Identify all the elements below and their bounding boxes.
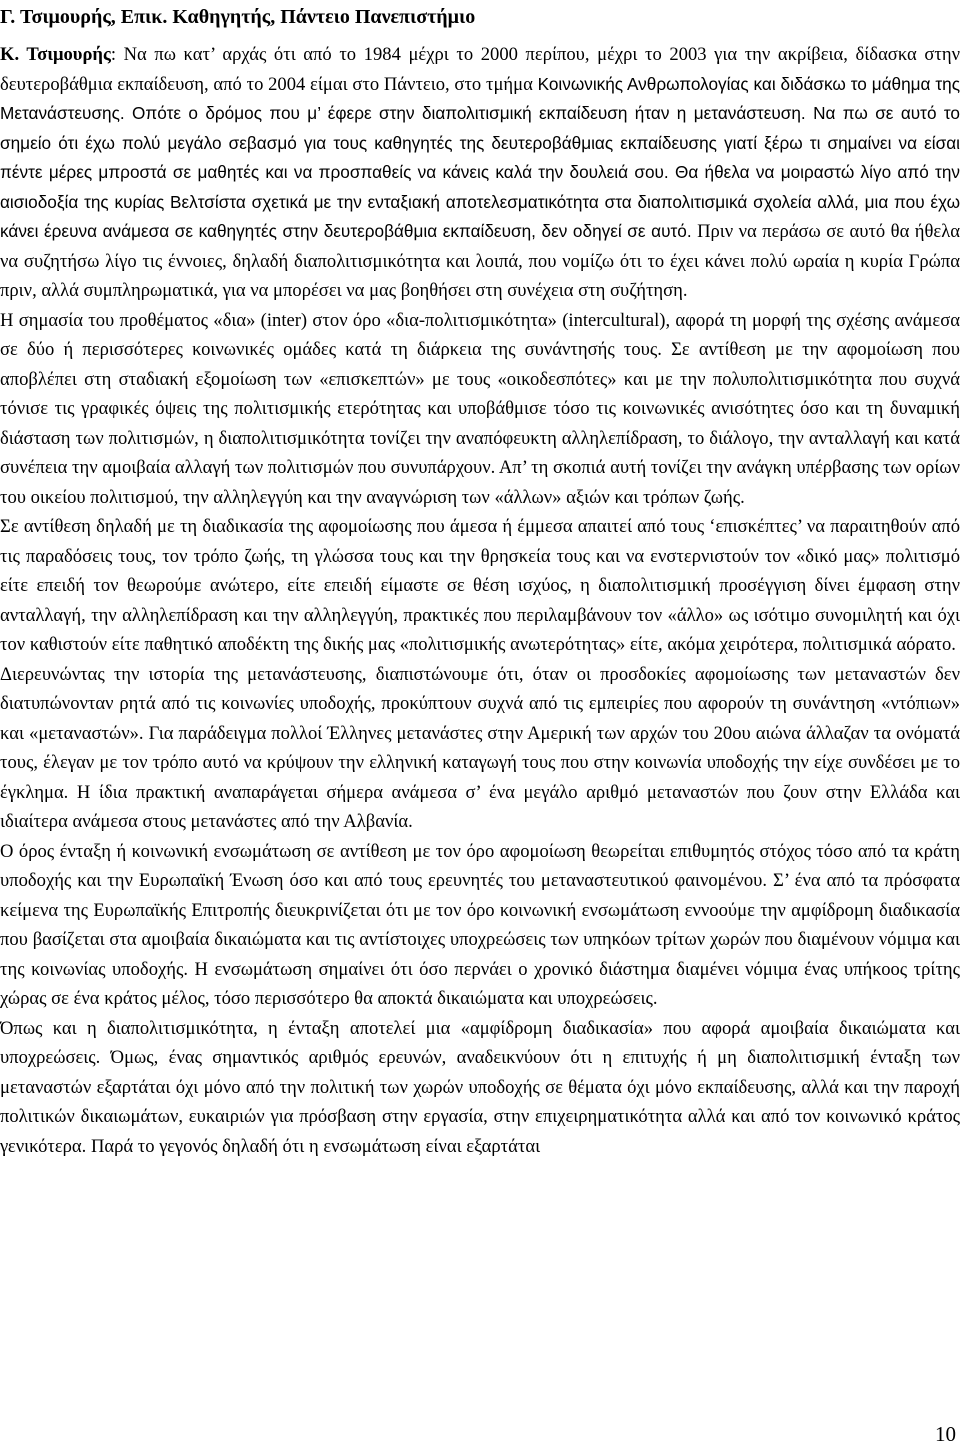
document-body (0, 40, 960, 1161)
paragraph-2: Η σημασία του προθέματος «δια» (inter) στον όρο «δια-πολιτισμικότητα» (intercultural), αφορά τη μορφή της σχέσης ανάμεσα σε δύο ή περισσότερες κοινωνικές ομάδες κατά τη διάρκεια της συνάντησής τους. Σε αντίθεση με την αφομοίωση που αποβλέπει στη σταδιακή εξομοίωση των «επισκεπτών» με τους «οικοδεσπότες» και με την πολυπολιτισμικότητα που συχνά τόνισε τις γραφικές όψεις της πολιτισμικής ετερότητας και υποβάθμισε τόσο τις κοινωνικές ανισότητες όσο και τη δυναμική διάσταση των πολιτισμών, η διαπολιτισμικότητα τονίζει την αναπόφευκτη αλληλεπίδραση, το διάλογο, την ανταλλαγή και κατά συνέπεια την αμοιβαία αλλαγή των πολιτισμών που συνυπάρχουν. Απ’ τη σκοπιά αυτή τονίζει την ανάγκη υπέρβασης των ορίων του οικείου πολιτισμού, την αλληλεγγύη και την αναγνώριση των «άλλων» αξιών και τρόπων ζωής. (0, 309, 960, 508)
speaker-label: Κ. Τσιμουρής (0, 44, 111, 65)
paragraph-1-intro: : Να πω κατ’ αρχάς ότι από το 1984 μέχρι το 2000 περίπου, μέχρι το 2003 για την ακρίβεια, δίδασκα στην δευτεροβάθμια εκπαίδευση, από το 2004 είμαι στο Πάντειο, στο τμήμα (0, 44, 960, 95)
paragraph-3: Σε αντίθεση δηλαδή με τη διαδικασία της αφομοίωσης που άμεσα ή έμμεσα απαιτεί από τους ‘επισκέπτες’ να παραιτηθούν από τις παραδόσεις τους, τον τρόπο ζωής, τη γλώσσα τους και την θρησκεία τους και να ενστερνιστούν τον «δικό μας» πολιτισμό είτε επειδή τον θεωρούμε ανώτερο, είτε επειδή είμαστε σε θέση ισχύος, η διαπολιτισμική προσέγγιση δίνει έμφαση στην ανταλλαγή, την αλληλεπίδραση και την αλληλεγγύη, πρακτικές που περιλαμβάνουν τον «άλλο» ως ισότιμο συνομιλητή και όχι τον καθιστούν είτε παθητικό αποδέκτη της δικής μας «πολιτισμικής ανωτερότητας» είτε, ακόμα χειρότερα, πολιτισμικά αόρατο. (0, 516, 960, 655)
paragraph-6: Όπως και η διαπολιτισμικότητα, η ένταξη αποτελεί μια «αμφίδρομη διαδικασία» που αφορά αμοιβαία δικαιώματα και υποχρεώσεις. Όμως, ένας σημαντικός αριθμός ερευνών, αναδεικνύουν ότι η επιτυχής ή μη διαπολιτισμική ένταξη των μεταναστών εξαρτάται όχι μόνο από την πολιτική των χωρών υποδοχής σε θέματα όχι μόνο εκπαίδευσης, αλλά και την παροχή πολιτικών δικαιωμάτων, ευκαιριών για πρόσβαση στην εργασία, στην επιχειρηματικότητα αλλά και από τον κοινωνικό κράτος γενικότερα. Παρά το γεγονός δηλαδή ότι η ενσωμάτωση είναι εξαρτάται (0, 1017, 960, 1157)
paragraph-5: Ο όρος ένταξη ή κοινωνική ενσωμάτωση σε αντίθεση με τον όρο αφομοίωση θεωρείται επιθυμητός στόχος τόσο από τα κράτη υποδοχής και την Ευρωπαϊκή Ένωση όσο και από τους ερευνητές του μεταναστευτικού φαινομένου. Σ’ ένα από τα πρόσφατα κείμενα της Ευρωπαϊκής Επιτροπής διευκρινίζεται ότι με τον όρο κοινωνική ενσωμάτωση εννοούμε την αμφίδρομη διαδικασία που βασίζεται στα αμοιβαία δικαιώματα και τις αντίστοιχες υποχρεώσεις των υπηκόων τρίτων χωρών που διαμένουν νόμιμα και της κοινωνίας υποδοχής. Η ενσωμάτωση σημαίνει ότι όσο περνάει ο χρονικό διάστημα διαμένει νόμιμα ένας υπήκοος τρίτης χώρας σε ένα κράτος μέλος, τόσο περισσότερο θα αποκτά δικαιώματα και υποχρεώσεις. (0, 840, 960, 1009)
page-number: 10 (935, 1422, 956, 1446)
page-header: Γ. Τσιμουρής, Επικ. Καθηγητής, Πάντειο Πανεπιστήμιο (0, 6, 476, 28)
paragraph-1-sans: Κοινωνικής Ανθρωπολογίας και διδάσκω το μάθημα της Μετανάστευσης. Οπότε ο δρόμος που μ’ έφερε στην διαπολιτισμική εκπαίδευση ήταν η μετανάστευση. Να πω σε αυτό το σημείο ότι έχω πολύ μεγάλο σεβασμό για τους καθηγητές της δευτεροβάθμιας εκπαίδευσης γιατί ξέρω τι σημαίνει να είσαι πέντε μέρες μπροστά σε μαθητές και να προσπαθείς να κάνεις καλά την δουλειά σου. Θα ήθελα να μοιραστώ λίγο από την αισιοδοξία της κυρίας Βελτσίστα σχετικά με την ενταξιακή αποτελεσματικότητα στα διαπολιτισμικά σχολεία αλλά, μια που έχω κάνει έρευνα ανάμεσα σε καθηγητές στην δευτεροβάθμια εκπαίδευση, δεν οδηγεί σε αυτό. (0, 73, 960, 241)
paragraph-1-end: Πριν να περάσω σε αυτό θα ήθελα να συζητήσω λίγο τις έννοιες, δηλαδή διαπολιτισμικότητα και λοιπά, που νομίζω ότι το έχει κάνει πολύ ωραία η κυρία Γρώπα πριν, αλλά συμπληρωματικά, για να μπορέσει να μας βοηθήσει στη συνέχεια στη συζήτηση. (0, 221, 960, 301)
paragraph-1 (0, 40, 960, 306)
paragraph-4: Διερευνώντας την ιστορία της μετανάστευσης, διαπιστώνουμε ότι, όταν οι προσδοκίες αφομοίωσης των μεταναστών δεν διατυπώνονταν ρητά από τις κοινωνίες υποδοχής, προκύπτουν συχνά από τις εμπειρίες που αφορούν τη συνάντηση «ντόπιων» και «μεταναστών». Για παράδειγμα πολλοί Έλληνες μετανάστες στην Αμερική των αρχών του 20ου αιώνα άλλαζαν τα ονόματά τους, έλεγαν με τον τρόπο αυτό να κρύψουν την ελληνική καταγωγή τους που στην κοινωνία υποδοχής την είχε συνδέσει με το έγκλημα. Η ίδια πρακτική αναπαράγεται σήμερα ανάμεσα σ’ ένα μεγάλο αριθμό μεταναστών που ζουν στην Ελλάδα και ιδιαίτερα ανάμεσα στους μετανάστες από την Αλβανία. (0, 663, 960, 832)
